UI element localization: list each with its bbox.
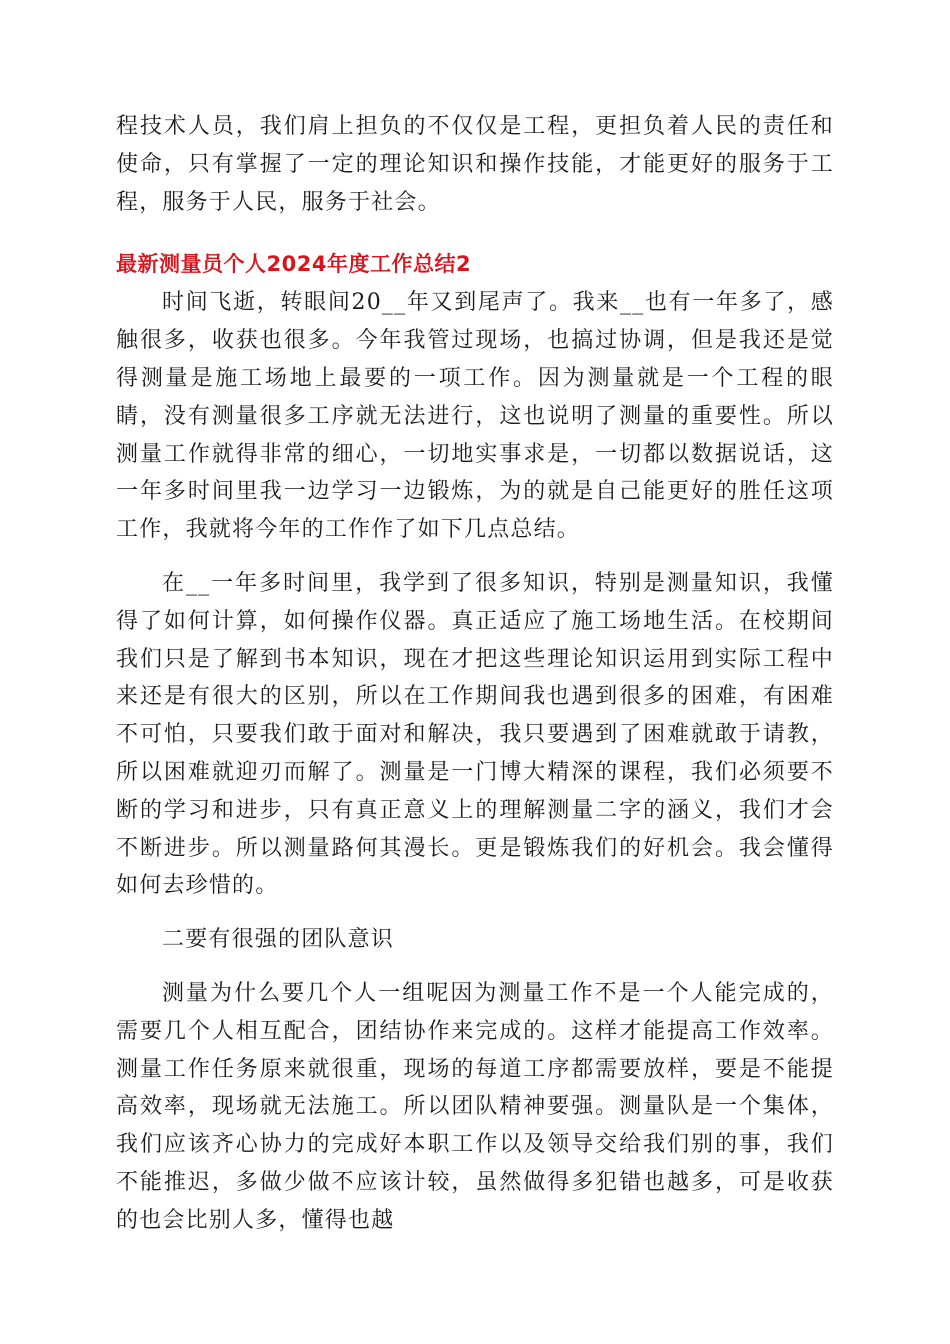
document-body — [116, 108, 834, 1240]
paragraph-3: 测量为什么要几个人一组呢因为测量工作不是一个人能完成的，需要几个人相互配合，团结协作来完成的。这样才能提高工作效率。测量工作任务原来就很重，现场的每道工序都需要放样，要是不能提高效率，现场就无法施工。所以团队精神要强。测量队是一个集体，我们应该齐心协力的完成好本职工作以及领导交给我们别的事，我们不能推迟，多做少做不应该计较，虽然做得多犯错也越多，可是收获的也会比别人多，懂得也越 — [116, 980, 834, 1233]
section-heading: 最新测量员个人2024年度工作总结2 — [116, 252, 472, 277]
paragraph-2: 在__一年多时间里，我学到了很多知识，特别是测量知识，我懂得了如何计算，如何操作仪器。真正适应了施工场地生活。在校期间我们只是了解到书本知识，现在才把这些理论知识运用到实际工程中来还是有很大的区别，所以在工作期间我也遇到很多的困难，有困难不可怕，只要我们敢于面对和解决，我只要遇到了困难就敢于请教，所以困难就迎刃而解了。测量是一门博大精深的课程，我们必须要不断的学习和进步，只有真正意义上的理解测量二字的涵义，我们才会不断进步。所以测量路何其漫长。更是锻炼我们的好机会。我会懂得如何去珍惜的。 — [116, 570, 834, 899]
intro-paragraph: 程技术人员，我们肩上担负的不仅仅是工程，更担负着人民的责任和使命，只有掌握了一定的理论知识和操作技能，才能更好的服务于工程，服务于人民，服务于社会。 — [116, 114, 834, 215]
subheading-team-awareness: 二要有很强的团队意识 — [162, 927, 395, 953]
paragraph-1: 时间飞逝，转眼间20__年又到尾声了。我来__也有一年多了，感触很多，收获也很多。今年我管过现场，也搞过协调，但是我还是觉得测量是施工场地上最要的一项工作。因为测量就是一个工程的眼睛，没有测量很多工序就无法进行，这也说明了测量的重要性。所以测量工作就得非常的细心，一切地实事求是，一切都以数据说话，这一年多时间里我一边学习一边锻炼，为的就是自己能更好的胜任这项工作，我就将今年的工作作了如下几点总结。 — [116, 290, 834, 543]
